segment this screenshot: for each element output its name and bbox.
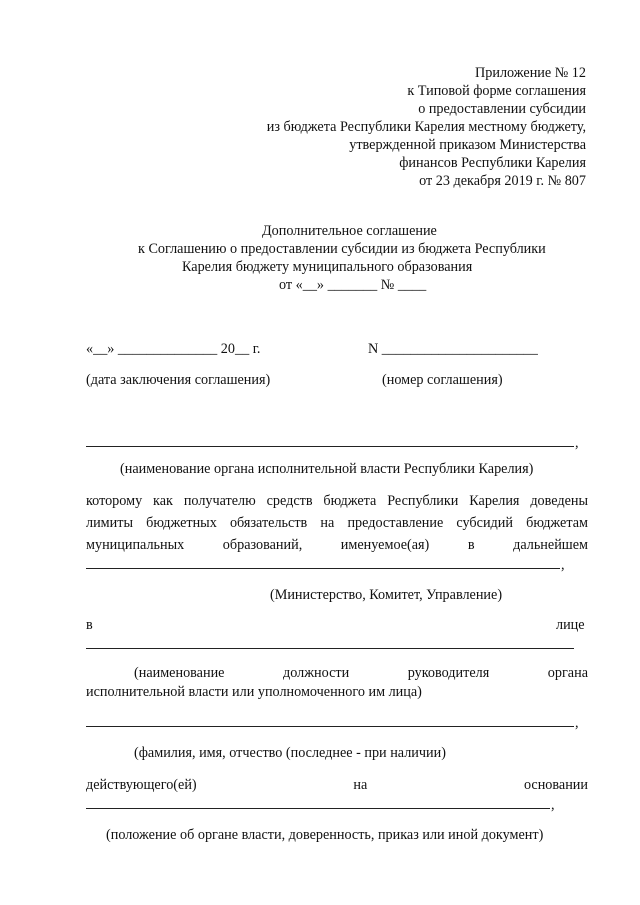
appendix-line-3: о предоставлении субсидии — [418, 101, 586, 117]
number-caption: (номер соглашения) — [382, 372, 503, 388]
ministry-caption: (Министерство, Комитет, Управление) — [270, 587, 503, 603]
position-caption-line-2: исполнительной власти или уполномоченного им лица) — [86, 684, 422, 700]
paragraph-line-1: которому как получателю средств бюджета Республики Карелия доведены — [86, 493, 588, 509]
ministry-line-comma: , — [561, 557, 565, 573]
appendix-line-5: утвержденной приказом Министерства — [349, 137, 586, 153]
title-line-1: Дополнительное соглашение — [262, 223, 437, 239]
appendix-line-2: к Типовой форме соглашения — [407, 83, 586, 99]
in-word: в — [86, 617, 93, 633]
date-caption: (дата заключения соглашения) — [86, 372, 271, 388]
person-word: лице — [556, 617, 585, 633]
title-line-3: Карелия бюджету муниципального образования — [182, 259, 473, 275]
position-caption-line-1: (наименование должности руководителя органа — [134, 665, 588, 681]
fio-blank-line — [86, 726, 574, 727]
acting-basis-line: действующего(ей) на основании — [86, 777, 588, 793]
date-field: «__» ______________ 20__ г. — [86, 341, 261, 357]
appendix-line-6: финансов Республики Карелия — [399, 155, 586, 171]
organization-caption: (наименование органа исполнительной власти Республики Карелия) — [120, 461, 534, 477]
organization-blank-line — [86, 446, 574, 447]
basis-line-comma: , — [551, 797, 555, 813]
agreement-number-field: N ______________________ — [368, 341, 538, 357]
title-line-2: к Соглашению о предоставлении субсидии из бюджета Республики — [138, 241, 546, 257]
fio-line-comma: , — [575, 715, 579, 731]
organization-line-comma: , — [575, 435, 579, 451]
paragraph-line-2: лимиты бюджетных обязательств на предоставление субсидий бюджетам — [86, 515, 588, 531]
position-blank-line — [86, 648, 574, 649]
basis-caption: (положение об органе власти, доверенность, приказ или иной документ) — [106, 827, 544, 843]
fio-caption: (фамилия, имя, отчество (последнее - при наличии) — [134, 745, 446, 761]
paragraph-line-3: муниципальных образований, именуемое(ая) в дальнейшем — [86, 537, 588, 553]
appendix-line-4: из бюджета Республики Карелия местному бюджету, — [266, 119, 586, 135]
basis-blank-line — [86, 808, 550, 809]
appendix-line-7: от 23 декабря 2019 г. № 807 — [419, 173, 586, 189]
title-line-4: от «__» _______ № ____ — [279, 277, 427, 293]
appendix-line-1: Приложение № 12 — [475, 65, 586, 81]
ministry-blank-line — [86, 568, 560, 569]
